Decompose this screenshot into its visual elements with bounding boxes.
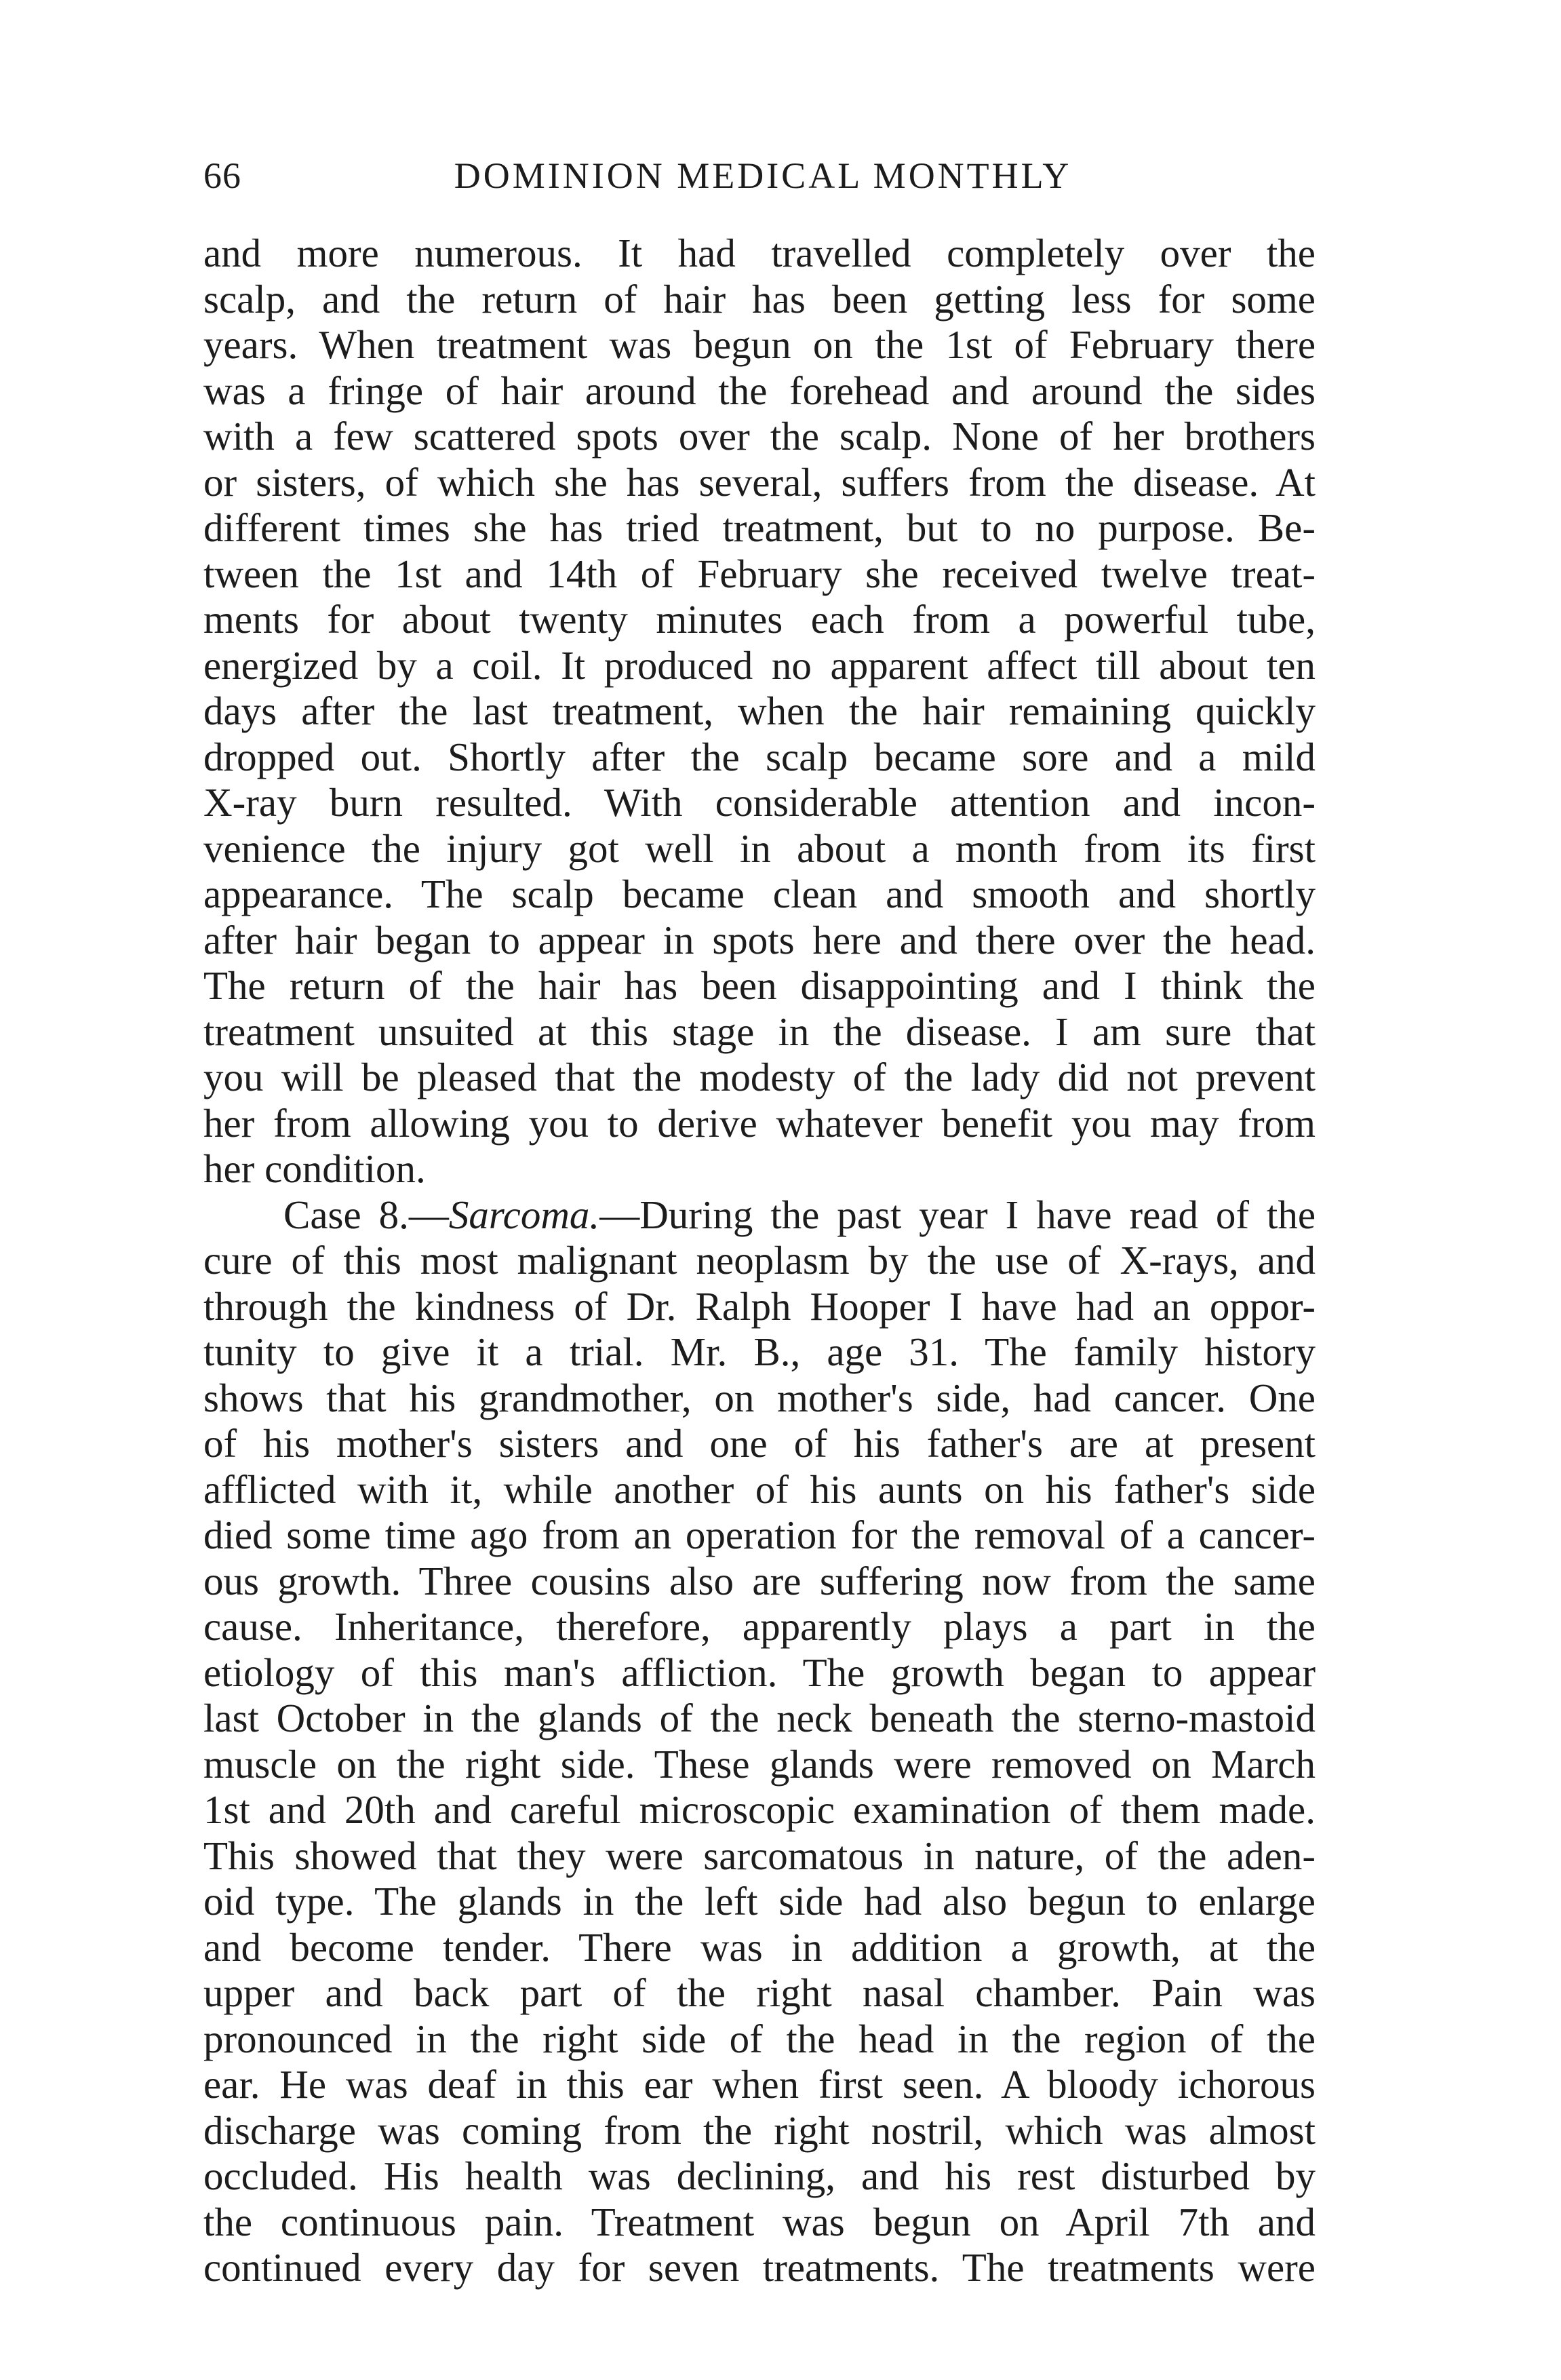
text-line: ments for about twenty minutes each from a powerful tube, bbox=[203, 597, 1316, 642]
text-line: days after the last treatment, when the hair remaining quickly bbox=[203, 688, 1316, 733]
text-line: appearance. The scalp became clean and smooth and shortly bbox=[203, 872, 1316, 916]
running-title: DOMINION MEDICAL MONTHLY bbox=[454, 155, 1072, 196]
text-line: shows that his grandmother, on mother's side, had cancer. One bbox=[203, 1375, 1316, 1420]
text-line: etiology of this man's affliction. The growth began to appear bbox=[203, 1650, 1316, 1695]
case-label: Case 8.— bbox=[283, 1192, 449, 1237]
text-line: afflicted with it, while another of his aunts on his father's side bbox=[203, 1466, 1316, 1512]
text-line: different times she has tried treatment, but to no purpose. Be- bbox=[203, 505, 1316, 550]
text-line: with a few scattered spots over the scalp. None of her brothers bbox=[203, 414, 1316, 459]
text-line: treatment unsuited at this stage in the disease. I am sure that bbox=[203, 1009, 1316, 1054]
text-line: muscle on the right side. These glands were removed on March bbox=[203, 1741, 1316, 1787]
text-line: died some time ago from an operation for the removal of a cancer- bbox=[203, 1513, 1316, 1557]
text-line: tween the 1st and 14th of February she received twelve treat- bbox=[203, 551, 1316, 596]
text-line: through the kindness of Dr. Ralph Hooper I have had an oppor- bbox=[203, 1283, 1316, 1329]
text-line: tunity to give it a trial. Mr. B., age 31. The family history bbox=[203, 1329, 1316, 1374]
text-line: years. When treatment was begun on the 1st of February there bbox=[203, 322, 1316, 367]
article-body bbox=[203, 231, 1316, 2291]
text-line: discharge was coming from the right nostril, which was almost bbox=[203, 2107, 1316, 2153]
text-line: cause. Inheritance, therefore, apparently plays a part in the bbox=[203, 1604, 1316, 1649]
text-line: oid type. The glands in the left side had also begun to enlarge bbox=[203, 1879, 1316, 1924]
case-title: Sarcoma. bbox=[448, 1192, 600, 1237]
text-line: X-ray burn resulted. With considerable attention and incon- bbox=[203, 780, 1316, 825]
case-heading-line bbox=[203, 1192, 1316, 1238]
text-line: upper and back part of the right nasal chamber. Pain was bbox=[203, 1970, 1316, 2015]
text-line: ous growth. Three cousins also are suffering now from the same bbox=[203, 1558, 1316, 1603]
text-line: ear. He was deaf in this ear when first seen. A bloody ichorous bbox=[203, 2062, 1316, 2107]
text-line: you will be pleased that the modesty of the lady did not prevent bbox=[203, 1055, 1316, 1099]
text-line: cure of this most malignant neoplasm by the use of X-rays, and bbox=[203, 1238, 1316, 1283]
text-line: pronounced in the right side of the head in the region of the bbox=[203, 2016, 1316, 2061]
text-line: scalp, and the return of hair has been getting less for some bbox=[203, 276, 1316, 321]
text-line: her from allowing you to derive whatever benefit you may from bbox=[203, 1100, 1316, 1146]
text-line: last October in the glands of the neck beneath the sterno-mastoid bbox=[203, 1696, 1316, 1740]
text-line: occluded. His health was declining, and his rest disturbed by bbox=[203, 2153, 1316, 2198]
text-line: was a fringe of hair around the forehead and around the sides bbox=[203, 368, 1316, 413]
text-line: venience the injury got well in about a month from its first bbox=[203, 825, 1316, 871]
text-line: and more numerous. It had travelled completely over the bbox=[203, 231, 1316, 275]
text-line: dropped out. Shortly after the scalp became sore and a mild bbox=[203, 734, 1316, 779]
text-line: and become tender. There was in addition a growth, at the bbox=[203, 1924, 1316, 1970]
text-line: the continuous pain. Treatment was begun on April 7th and bbox=[203, 2199, 1316, 2244]
text-line: The return of the hair has been disappointing and I think the bbox=[203, 963, 1316, 1008]
text-line: 1st and 20th and careful microscopic examination of them made. bbox=[203, 1787, 1316, 1832]
text-line: after hair began to appear in spots here and there over the head. bbox=[203, 917, 1316, 962]
text-line: continued every day for seven treatments. The treatments were bbox=[203, 2245, 1316, 2290]
text-line: of his mother's sisters and one of his father's are at present bbox=[203, 1421, 1316, 1466]
text-line: energized by a coil. It produced no apparent affect till about ten bbox=[203, 642, 1316, 688]
case-first-line-text: —During the past year I have read of the bbox=[599, 1192, 1316, 1237]
page-number: 66 bbox=[203, 155, 241, 196]
paragraph-end-line: her condition. bbox=[203, 1146, 426, 1191]
text-line: This showed that they were sarcomatous in nature, of the aden- bbox=[203, 1833, 1316, 1878]
text-line: or sisters, of which she has several, suffers from the disease. At bbox=[203, 459, 1316, 505]
page-header bbox=[203, 155, 1322, 202]
